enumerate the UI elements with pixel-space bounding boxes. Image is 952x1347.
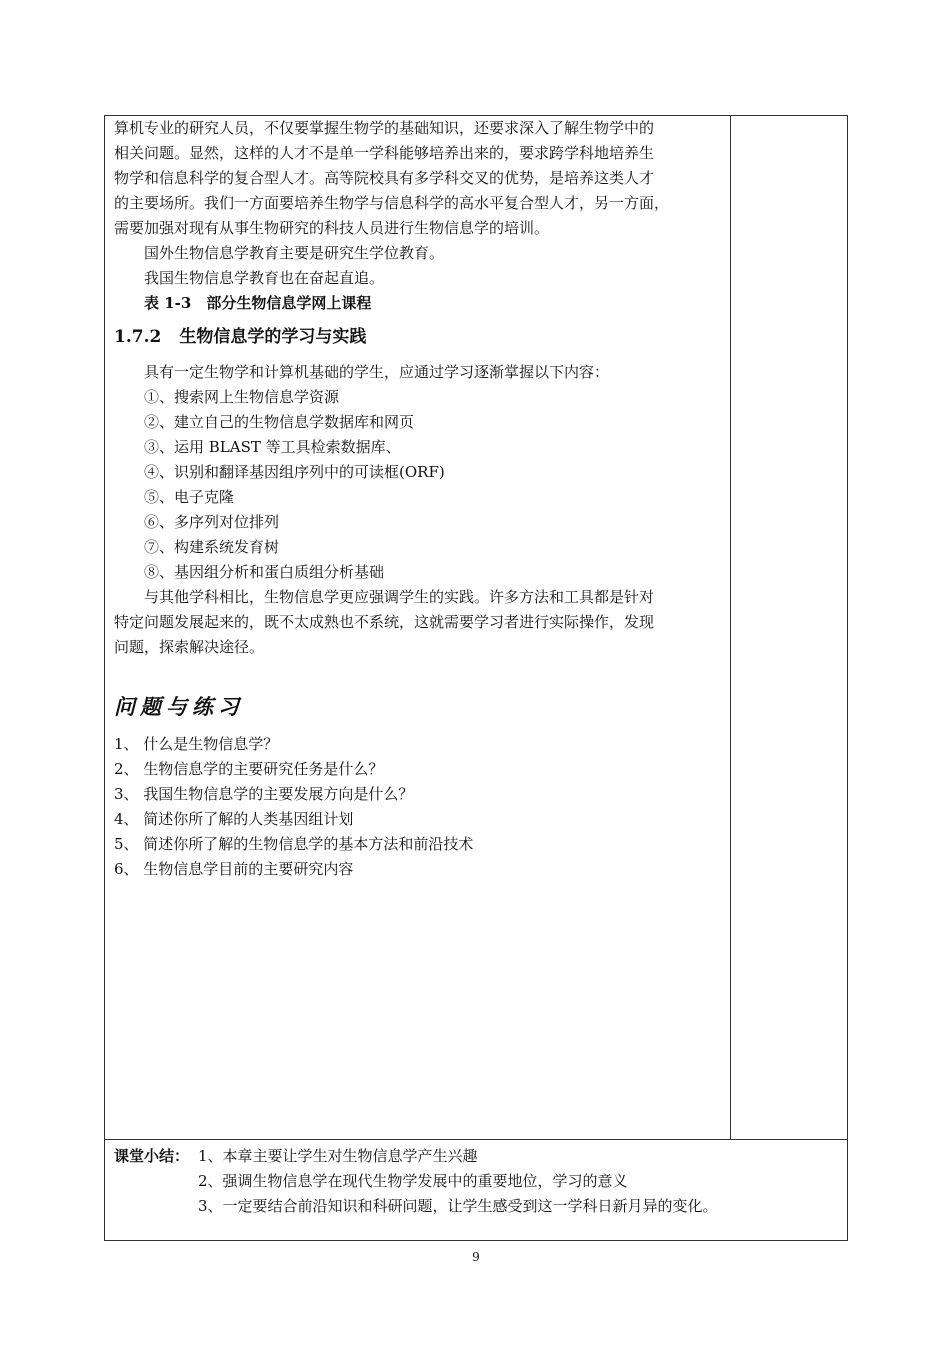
list-item: ③、运用 BLAST 等工具检索数据库、 — [144, 438, 401, 456]
summary-row — [114, 1144, 834, 1169]
list-item: ⑦、构建系统发育树 — [144, 538, 280, 556]
summary-point: 3、一定要结合前沿知识和科研问题，让学生感受到这一学科日新月异的变化。 — [198, 1197, 718, 1215]
summary-row — [114, 1194, 834, 1219]
page-number: 9 — [472, 1250, 480, 1264]
intro-line: 物学和信息科学的复合型人才。高等院校具有多学科交叉的优势，是培养这类人才 — [114, 169, 655, 187]
summary-label: 课堂小结： — [114, 1147, 190, 1165]
list-item: ④、识别和翻译基因组序列中的可读框(ORF) — [144, 463, 445, 481]
summary-indent — [114, 1194, 198, 1219]
lesson-table — [104, 115, 848, 1241]
exercises-heading: 问题与练习 — [114, 694, 244, 719]
closing-line: 问题，探索解决途径。 — [114, 638, 265, 656]
list-item: ①、搜索网上生物信息学资源 — [144, 388, 340, 406]
intro-line: 相关问题。显然，这样的人才不是单一学科能够培养出来的，要求跨学科地培养生 — [114, 144, 655, 162]
exercise-question: 2、 生物信息学的主要研究任务是什么？ — [114, 760, 384, 778]
summary-cell — [105, 1139, 847, 1240]
section-heading — [114, 324, 726, 350]
table-caption: 表 1-3 部分生物信息学网上课程 — [144, 294, 372, 312]
list-item: ⑧、基因组分析和蛋白质组分析基础 — [144, 563, 385, 581]
exercise-question: 5、 简述你所了解的生物信息学的基本方法和前沿技术 — [114, 835, 474, 853]
abroad-education-sentence: 国外生物信息学教育主要是研究生学位教育。 — [144, 244, 445, 262]
exercise-question: 1、 什么是生物信息学？ — [114, 735, 279, 753]
exercise-question: 4、 简述你所了解的人类基因组计划 — [114, 810, 354, 828]
list-item: ②、建立自己的生物信息学数据库和网页 — [144, 413, 415, 431]
section-intro: 具有一定生物学和计算机基础的学生，应通过学习逐渐掌握以下内容： — [144, 363, 610, 381]
closing-line: 与其他学科相比，生物信息学更应强调学生的实践。许多方法和工具都是针对 — [144, 588, 655, 606]
exercise-question: 6、 生物信息学目前的主要研究内容 — [114, 860, 354, 878]
intro-line: 的主要场所。我们一方面要培养生物学与信息科学的高水平复合型人才，另一方面， — [114, 194, 670, 212]
list-item: ⑥、多序列对位排列 — [144, 513, 280, 531]
closing-line: 特定问题发展起来的，既不太成熟也不系统，这就需要学习者进行实际操作，发现 — [114, 613, 655, 631]
section-title: 生物信息学的学习与实践 — [179, 327, 367, 347]
section-number: 1.7.2 — [114, 327, 162, 347]
list-item: ⑤、电子克隆 — [144, 488, 235, 506]
closing-paragraph — [114, 585, 726, 660]
domestic-education-sentence: 我国生物信息学教育也在奋起直追。 — [144, 269, 385, 287]
summary-point: 1、本章主要让学生对生物信息学产生兴趣 — [198, 1147, 478, 1165]
intro-line: 算机专业的研究人员，不仅要掌握生物学的基础知识，还要求深入了解生物学中的 — [114, 119, 655, 137]
summary-indent — [114, 1169, 198, 1194]
main-content — [114, 116, 726, 882]
intro-paragraph — [114, 116, 726, 241]
exercise-question: 3、 我国生物信息学的主要发展方向是什么？ — [114, 785, 414, 803]
main-content-cell — [105, 116, 731, 1139]
skills-list — [114, 385, 726, 585]
summary-row — [114, 1169, 834, 1194]
exercise-list — [114, 732, 726, 882]
intro-line: 需要加强对现有从事生物研究的科技人员进行生物信息学的培训。 — [114, 219, 550, 237]
class-summary — [114, 1144, 834, 1219]
notes-column — [731, 116, 847, 1139]
summary-point: 2、强调生物信息学在现代生物学发展中的重要地位，学习的意义 — [198, 1172, 628, 1190]
